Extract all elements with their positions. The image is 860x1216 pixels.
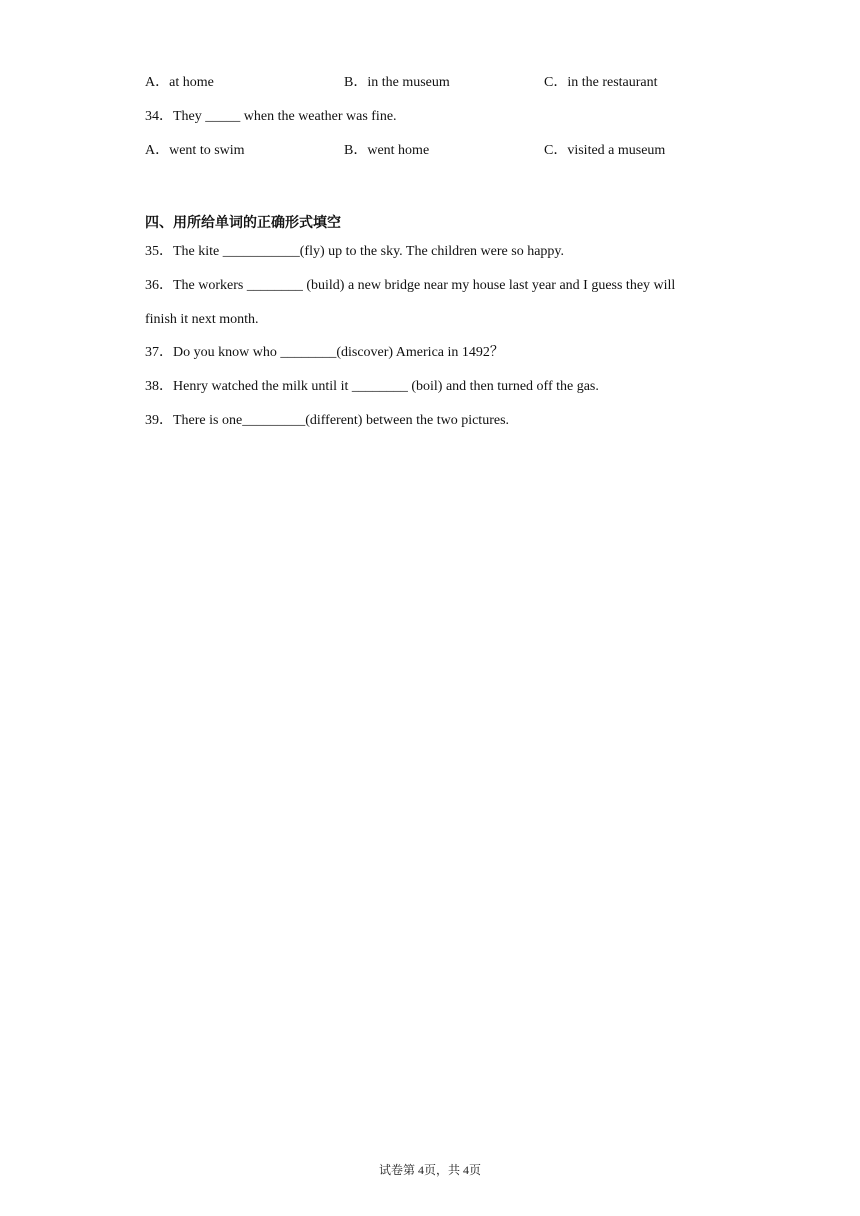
q33-option-a: A．at home [145,75,214,90]
q34-option-c: C．visited a museum [544,143,666,158]
question-35: 35．The kite ___________(fly) up to the sky. The children were so happy. [145,244,565,259]
question-36-line-1: 36．The workers ________ (build) a new bridge near my house last year and I guess they will [145,278,676,293]
q34-option-a: A．went to swim [145,143,245,158]
page-footer: 试卷第 4页，共 4页 [378,1163,481,1177]
question-36-line-2: finish it next month. [145,312,259,327]
q34-stem: 34．They _____ when the weather was fine. [145,109,397,124]
question-37: 37．Do you know who ________(discover) America in 1492？ [145,345,504,360]
q34-option-b: B．went home [344,143,430,158]
q33-option-c: C．in the restaurant [544,75,658,90]
section-heading: 四、用所给单词的正确形式填空 [145,215,341,231]
q33-option-b: B．in the museum [344,75,450,90]
question-39: 39．There is one_________(different) between the two pictures. [145,413,510,428]
question-38: 38．Henry watched the milk until it ________ (boil) and then turned off the gas. [145,379,599,394]
